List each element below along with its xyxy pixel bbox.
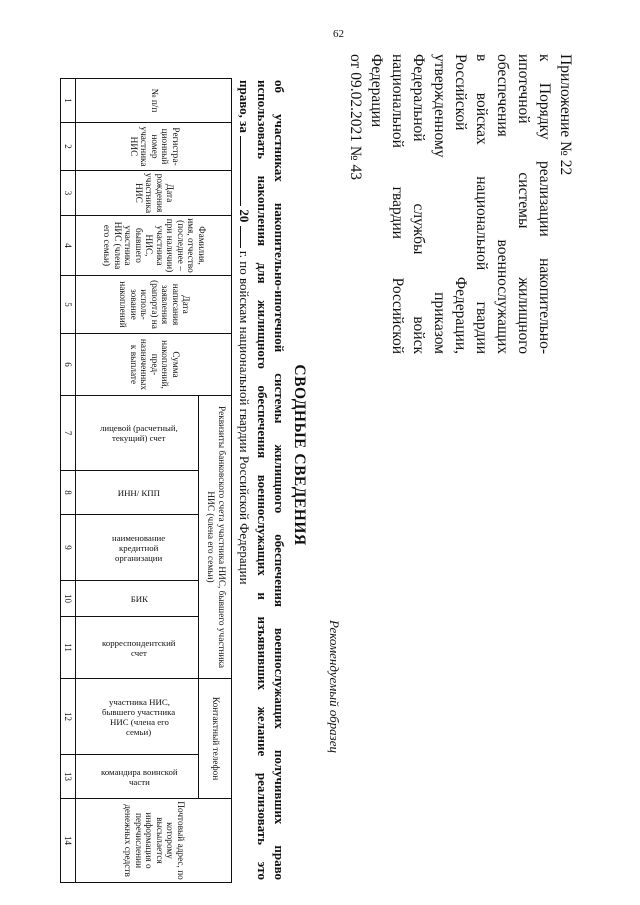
period-blank <box>240 136 241 206</box>
period-year-blank <box>240 226 241 248</box>
column-numbers-row <box>61 79 76 883</box>
sample-label: Рекомендуемый образец <box>327 620 342 754</box>
page-number: 62 <box>333 28 344 40</box>
report-period-line <box>236 80 252 585</box>
header-participant-phone: участника НИС, бывшего участника НИС (члена его семьи) <box>76 679 199 755</box>
column-number: 14 <box>61 799 76 883</box>
appendix-line: в войсках национальной гвардии <box>473 54 490 354</box>
rotated-landscape-page <box>50 20 590 890</box>
column-number: 8 <box>61 471 76 515</box>
header-savings-amount: Сумма накоплений, пред-назначенных к выплате <box>76 334 232 396</box>
appendix-line: утвержденному приказом <box>431 54 448 354</box>
column-number: 7 <box>61 396 76 471</box>
header-application-date: Дата написания заявления (рапорта) на исполь-зование накоплений <box>76 276 232 334</box>
period-prefix: право, за <box>237 80 252 133</box>
appendix-date-line: от 09.02.2021 № 43 <box>347 54 364 180</box>
appendix-line: ипотечной системы жилищного <box>515 54 532 354</box>
header-full-name: Фамилия, имя, отчество (последнее – при наличии) участника НИС, бывшего участника НИС (члена его семьи) <box>76 216 232 276</box>
header-inn-kpp: ИНН/ КПП <box>76 471 199 515</box>
header-row-number: № п/п <box>76 79 232 123</box>
column-number: 1 <box>61 79 76 123</box>
appendix-line: Российской Федерации, <box>452 54 469 354</box>
column-number: 3 <box>61 171 76 216</box>
header-corr-account: корреспондентский счет <box>76 617 199 679</box>
header-birth-date: Дата рождения участника НИС <box>76 171 232 216</box>
header-account: лицевой (расчетный, текущий) счет <box>76 396 199 471</box>
column-number: 10 <box>61 581 76 617</box>
column-number: 6 <box>61 334 76 396</box>
column-number: 12 <box>61 679 76 755</box>
subtitle-line: об участниках накопительно-ипотечной системы жилищного обеспечения военнослужащих получивших право <box>272 80 287 880</box>
header-bank-details-group: Реквизиты банковского счета участника НИС, бывшего участника НИС (члена его семьи) <box>199 396 232 679</box>
document-subtitle <box>254 80 288 880</box>
appendix-line: обеспечения военнослужащих <box>494 54 511 354</box>
column-number: 13 <box>61 755 76 799</box>
appendix-block <box>345 54 576 354</box>
header-commander-phone: командира воинской части <box>76 755 199 799</box>
header-postal-address: Почтовый адрес, по которому высылается информация о перечислении денежных средств <box>76 799 232 883</box>
column-number: 11 <box>61 617 76 679</box>
subtitle-line: использовать накопления для жилищного обеспечения военнослужащих и изъявивших желание реализовать это <box>255 80 270 880</box>
header-contact-phone-group: Контактный телефон <box>199 679 232 799</box>
column-number: 2 <box>61 123 76 171</box>
appendix-line: национальной гвардии Российской <box>389 54 406 354</box>
column-number: 4 <box>61 216 76 276</box>
appendix-line: Федерации <box>368 54 385 128</box>
column-number: 5 <box>61 276 76 334</box>
summary-table <box>60 78 232 883</box>
appendix-line: к Порядку реализации накопительно- <box>536 54 553 354</box>
header-registration-number: Регистра-ционный номер участника НИС <box>76 123 232 171</box>
period-suffix: г. по войскам национальной гвардии Российской Федерации <box>237 250 252 585</box>
appendix-line: Федеральной службы войск <box>410 54 427 354</box>
document-title: СВОДНЫЕ СВЕДЕНИЯ <box>291 364 308 546</box>
appendix-title: Приложение № 22 <box>557 54 574 176</box>
column-number: 9 <box>61 515 76 581</box>
header-bik: БИК <box>76 581 199 617</box>
header-bank-name: наименование кредитной организации <box>76 515 199 581</box>
period-year: 20 <box>237 209 252 223</box>
